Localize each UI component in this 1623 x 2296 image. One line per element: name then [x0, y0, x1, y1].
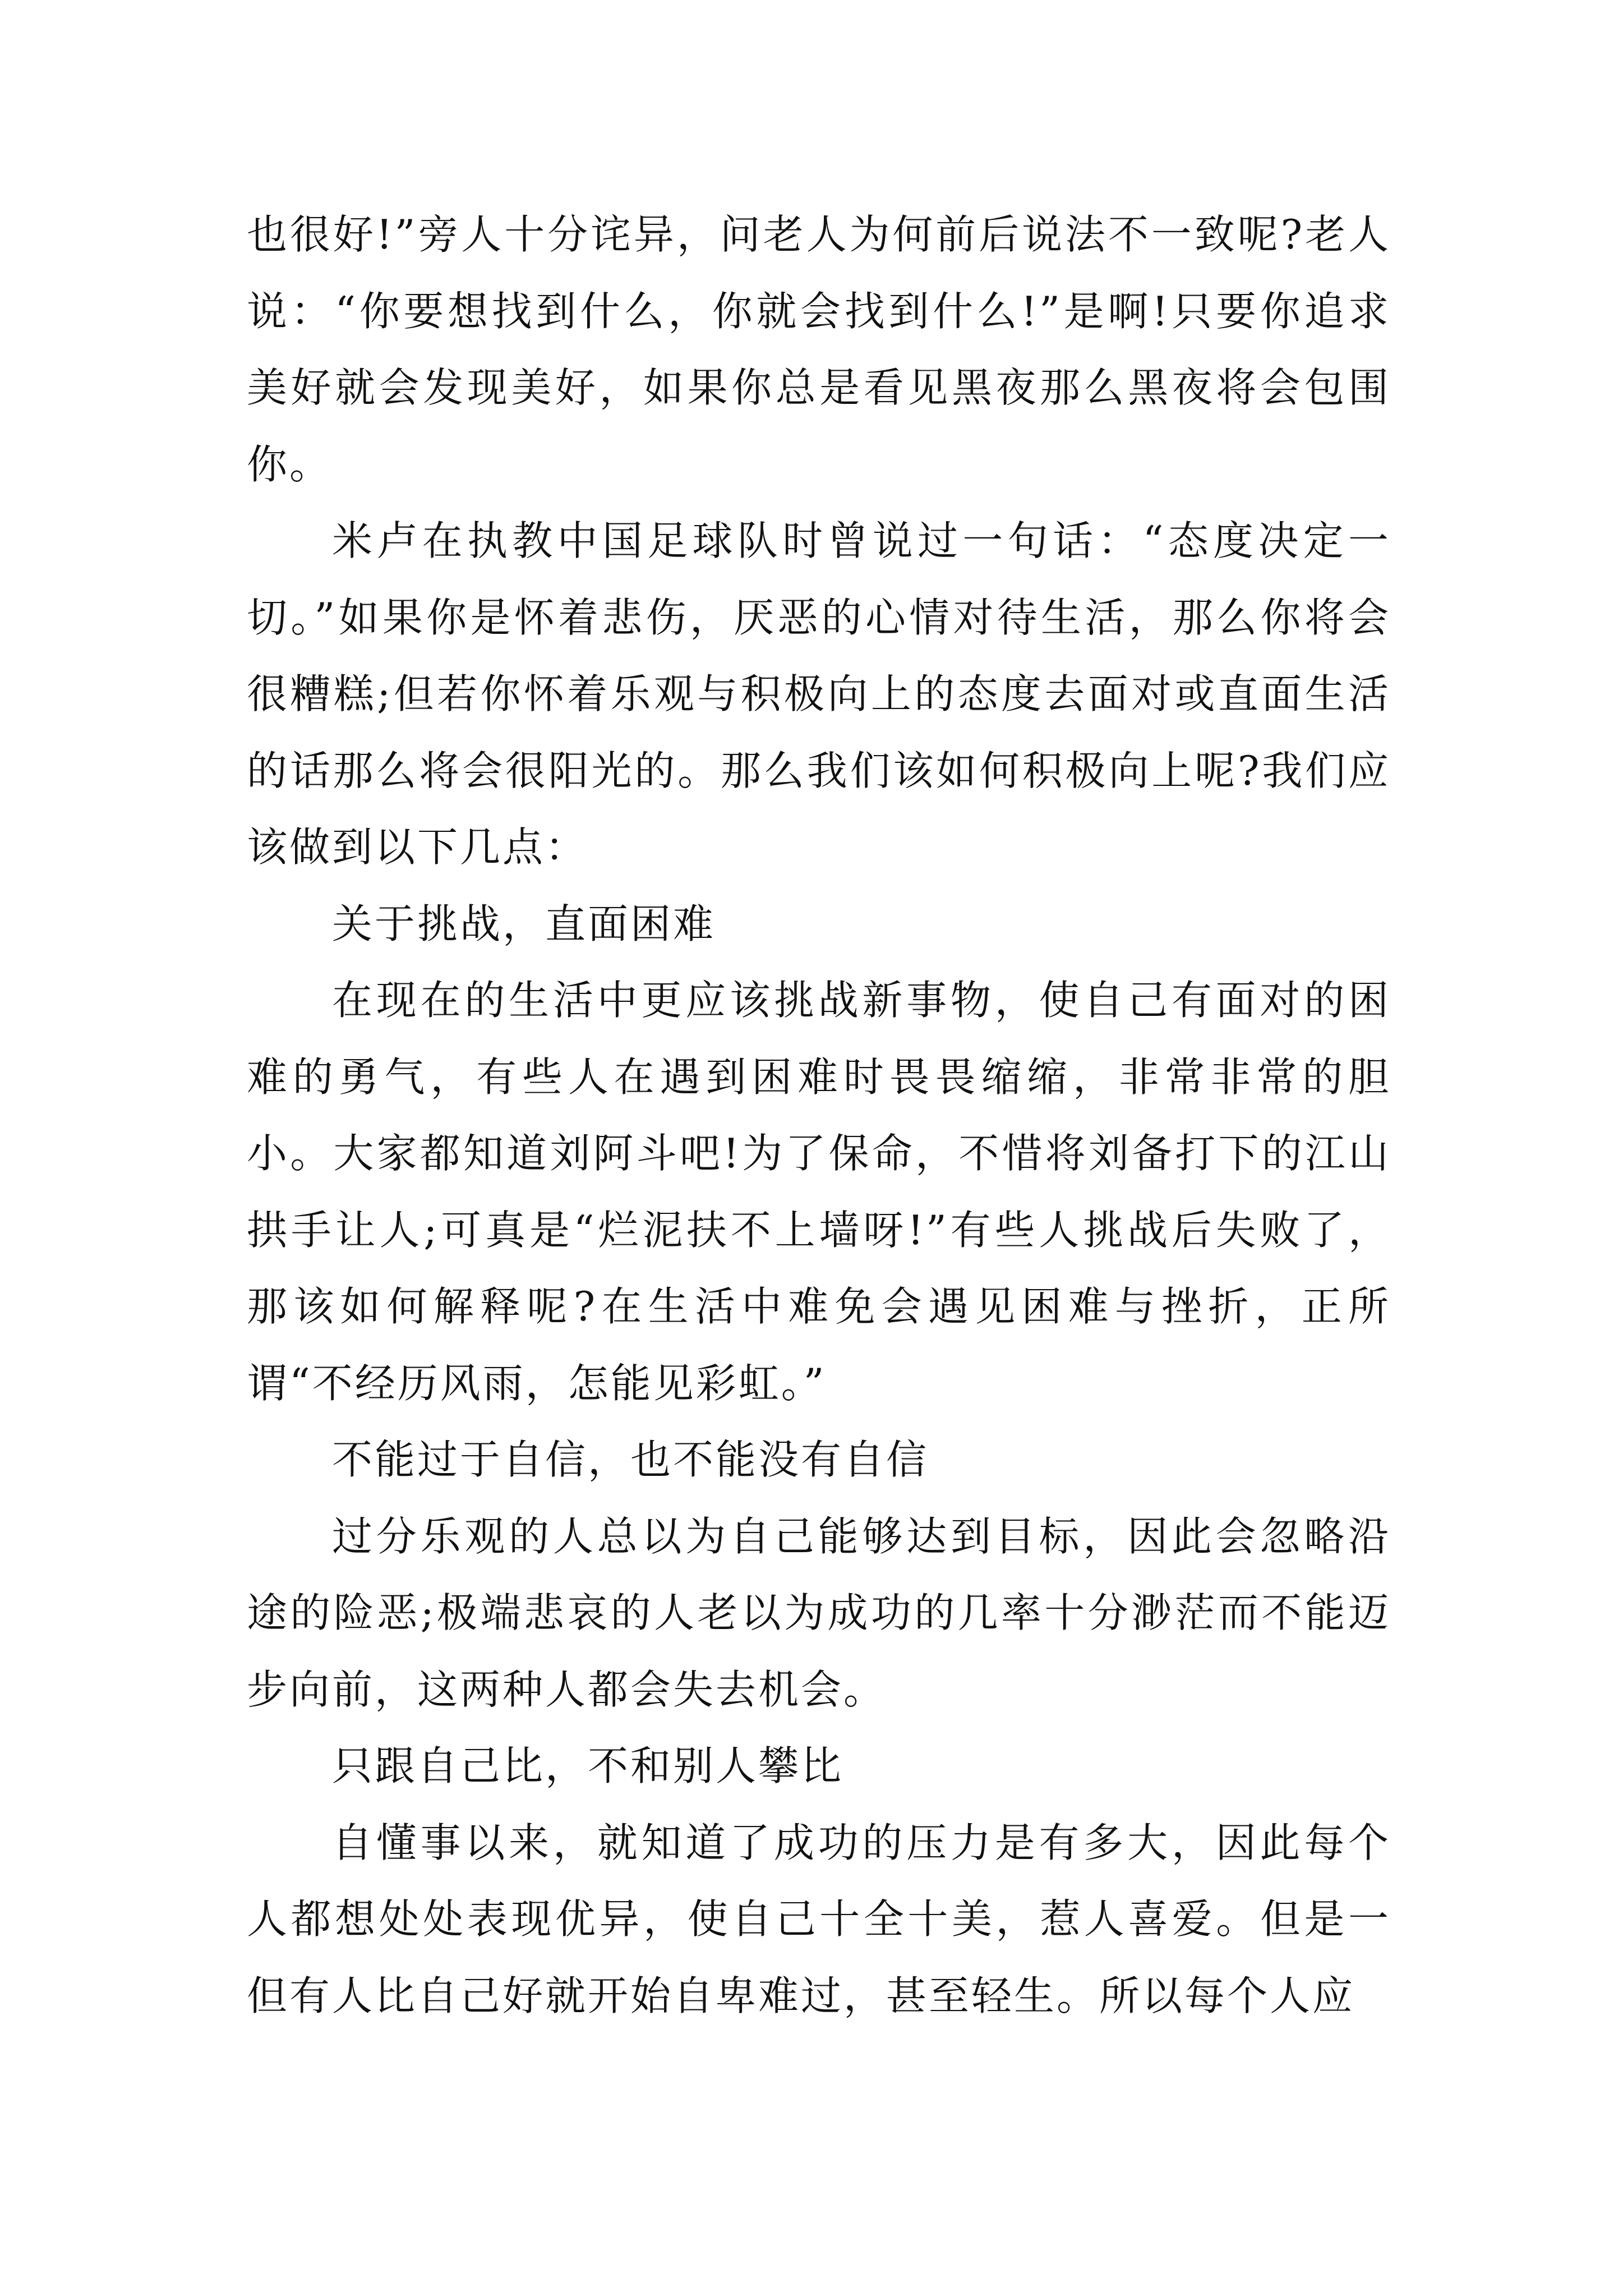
- paragraph-4: 过分乐观的人总以为自己能够达到目标，因此会忽略沿途的险恶;极端悲哀的人老以为成功的几率十分渺茫而不能迈步向前，这两种人都会失去机会。: [247, 1512, 1391, 1713]
- paragraph-1: 也很好!”旁人十分诧异，问老人为何前后说法不一致呢?老人说：“你要想找到什么，你就会找到什么!”是啊!只要你追求美好就会发现美好，如果你总是看见黑夜那么黑夜将会包围你。: [247, 211, 1391, 488]
- paragraph-2: 米卢在执教中国足球队时曾说过一句话：“态度决定一切。”如果你是怀着悲伤，厌恶的心情对待生活，那么你将会很糟糕;但若你怀着乐观与积极向上的态度去面对或直面生活的话那么将会很阳光的。那么我们该如何积极向上呢?我们应该做到以下几点：: [247, 517, 1391, 871]
- document-body: [247, 196, 1391, 2034]
- paragraph-5: 自懂事以来，就知道了成功的压力是有多大，因此每个人都想处处表现优异，使自己十全十美，惹人喜爱。但是一但有人比自己好就开始自卑难过，甚至轻生。所以每个人应: [247, 1819, 1391, 2019]
- section-heading-compare: 只跟自己比，不和别人攀比: [332, 1742, 844, 1789]
- paragraph-3: 在现在的生活中更应该挑战新事物，使自己有面对的困难的勇气，有些人在遇到困难时畏畏缩缩，非常非常的胆小。大家都知道刘阿斗吧!为了保命，不惜将刘备打下的江山拱手让人;可真是“烂泥扶不上墙呀!”有些人挑战后失败了，那该如何解释呢?在生活中难免会遇见困难与挫折，正所谓“不经历风雨，怎能见彩虹。”: [247, 977, 1391, 1407]
- section-heading-challenge: 关于挑战，直面困难: [332, 900, 716, 947]
- section-heading-confidence: 不能过于自信，也不能没有自信: [332, 1436, 929, 1483]
